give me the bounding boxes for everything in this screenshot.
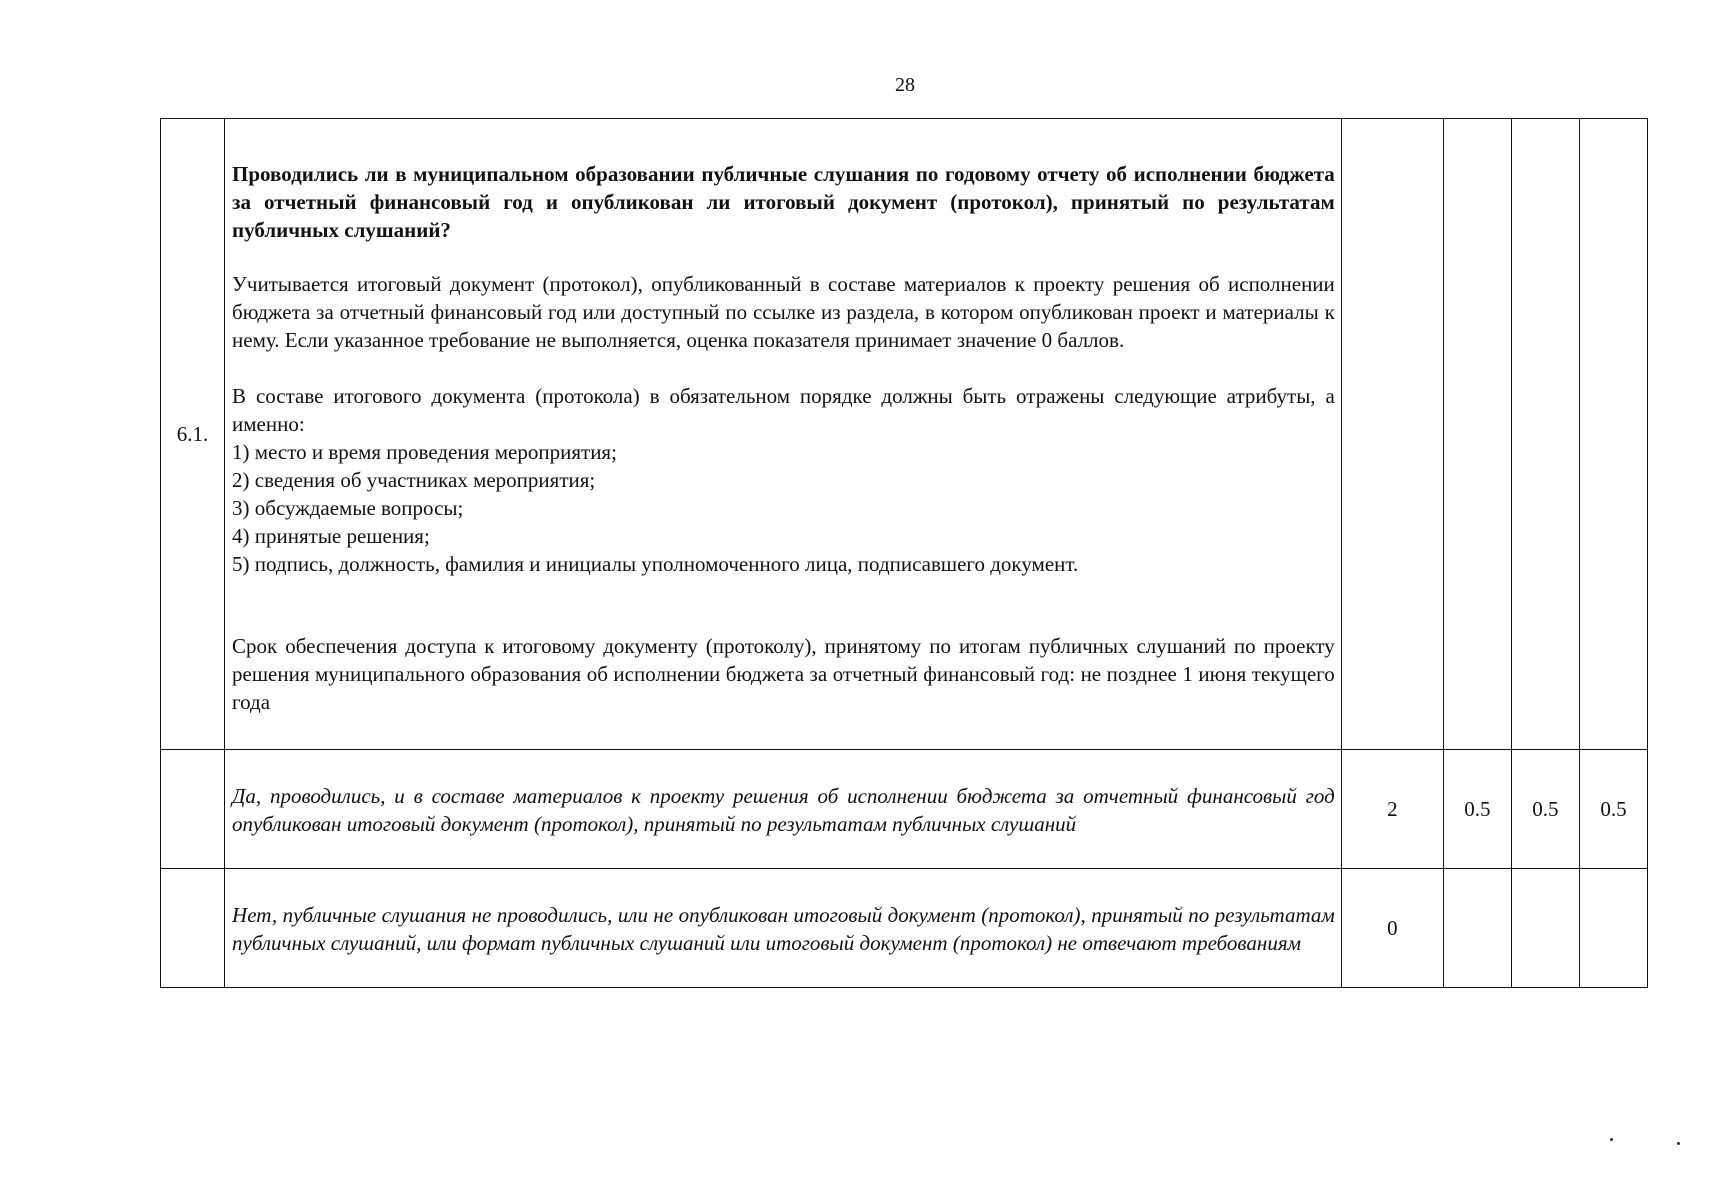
answer-score: 2 xyxy=(1341,750,1443,869)
attribute-item: 4) принятые решения; xyxy=(232,524,430,548)
criterion-number: 6.1. xyxy=(161,119,225,750)
criterion-description xyxy=(225,119,1342,750)
answer-value xyxy=(1511,869,1579,988)
answer-number-cell xyxy=(161,750,225,869)
answer-number-cell xyxy=(161,869,225,988)
answer-value: 0.5 xyxy=(1579,750,1647,869)
value-cell xyxy=(1511,119,1579,750)
criterion-paragraph-3: Срок обеспечения доступа к итоговому документу (протоколу), принятому по итогам публичных слушаний по проекту решения муниципального образования об исполнении бюджета за отчетный финансовый год: не позднее 1 июня текущего года xyxy=(232,634,1335,714)
attribute-item: 5) подпись, должность, фамилия и инициалы уполномоченного лица, подписавшего документ. xyxy=(232,552,1079,576)
value-cell xyxy=(1579,119,1647,750)
answer-row-no xyxy=(161,869,1648,988)
criterion-row xyxy=(161,119,1648,750)
criterion-question: Проводились ли в муниципальном образовании публичные слушания по годовому отчету об исполнении бюджета за отчетный финансовый год и опубликован ли итоговый документ (протокол), принятый по результатам публичных слушаний? xyxy=(232,162,1335,242)
criterion-paragraph-1: Учитывается итоговый документ (протокол), опубликованный в составе материалов к проекту решения об исполнении бюджета за отчетный финансовый год или доступный по ссылке из раздела, в котором опубликован проект и материалы к нему. Если указанное требование не выполняется, оценка показателя принимает значение 0 баллов. xyxy=(232,272,1335,352)
answer-score: 0 xyxy=(1341,869,1443,988)
attribute-item: 1) место и время проведения мероприятия; xyxy=(232,440,617,464)
criterion-paragraph-2: В составе итогового документа (протокола) в обязательном порядке должны быть отражены следующие атрибуты, а именно: xyxy=(232,384,1335,436)
page-number: 28 xyxy=(895,74,915,96)
answer-text-cell xyxy=(225,750,1342,869)
answer-text: Да, проводились, и в составе материалов к проекту решения об исполнении бюджета за отчетный финансовый год опубликован итоговый документ (протокол), принятый по результатам публичных слушаний xyxy=(232,784,1335,836)
answer-value xyxy=(1443,869,1511,988)
scan-speck xyxy=(1677,1142,1680,1145)
attribute-item: 3) обсуждаемые вопросы; xyxy=(232,496,464,520)
value-cell xyxy=(1443,119,1511,750)
scan-speck xyxy=(1610,1138,1613,1141)
attribute-item: 2) сведения об участниках мероприятия; xyxy=(232,468,596,492)
criteria-table xyxy=(160,118,1648,988)
answer-value: 0.5 xyxy=(1511,750,1579,869)
answer-value: 0.5 xyxy=(1443,750,1511,869)
attribute-list xyxy=(232,438,1335,578)
answer-row-yes xyxy=(161,750,1648,869)
answer-text-cell xyxy=(225,869,1342,988)
answer-value xyxy=(1579,869,1647,988)
score-cell xyxy=(1341,119,1443,750)
answer-text: Нет, публичные слушания не проводились, или не опубликован итоговый документ (протокол), принятый по результатам публичных слушаний, или формат публичных слушаний или итоговый документ (протокол) не отвечают требованиям xyxy=(232,903,1335,955)
